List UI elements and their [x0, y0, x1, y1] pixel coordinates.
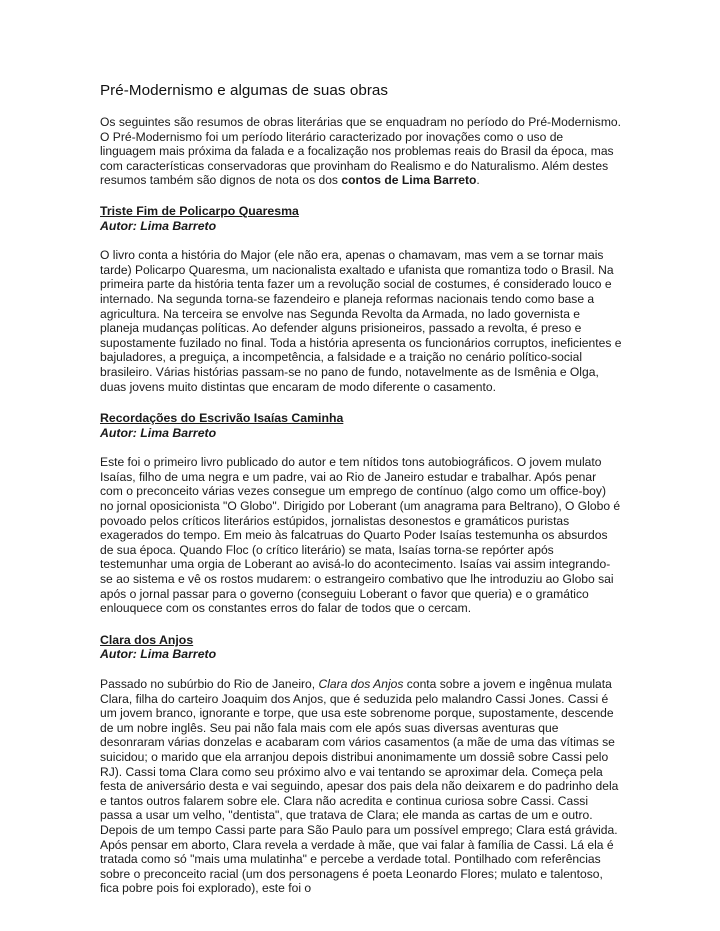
intro-bold-link-text: contos de Lima Barreto [341, 173, 477, 188]
section-policarpo [100, 204, 622, 394]
section-body: Este foi o primeiro livro publicado do autor e tem nítidos tons autobiográficos. O jovem mulato Isaías, filho de uma negra e um padre, vai ao Rio de Janeiro estudar e trabalhar. Após penar com o preconceito várias vezes consegue um emprego de contínuo (algo como um office-boy) no jornal oposicionista "O Globo". Dirigido por Loberant (um anagrama para Beltrano), O Globo é povoado pelos críticos literários estúpidos, jornalistas desonestos e gramáticos puristas exagerados do tempo. Em meio às falcatruas do Quarto Poder Isaías testemunha os absurdos de sua época. Quando Floc (o crítico literário) se mata, Isaías torna-se repórter após testemunhar uma orgia de Loberant ao avisá-lo do acontecimento. Isaías vai assim integrando-se ao sistema e vê os rostos mudarem: o estrangeiro combativo que lhe introduziu ao Globo sai após o jornal passar para o governo (conseguiu Loberant o favor que queria) e o gramático enlouquece com os constantes erros do falar de todos que o cercam. [100, 455, 621, 616]
document-title: Pré-Modernismo e algumas de suas obras [100, 82, 389, 99]
intro-paragraph [100, 115, 622, 188]
intro-text: Os seguintes são resumos de obras literárias que se enquadram no período do Pré-Modernismo. O Pré-Modernismo foi um período literário caracterizado por inovações como o uso de linguagem mais próxima da falada e a focalização nos problemas reais do Brasil da época, mas com características conservadoras que provinham do Realismo e do Naturalismo. Além destes resumos também são dignos de nota os dos [100, 115, 621, 188]
section-clara [100, 633, 622, 896]
section-author: Autor: Lima Barreto [100, 647, 217, 662]
document-page [100, 82, 622, 896]
body-book-title: Clara dos Anjos [318, 677, 404, 691]
section-author: Autor: Lima Barreto [100, 425, 217, 440]
section-body: O livro conta a história do Major (ele não era, apenas o chamavam, mas vem a se tornar mais tarde) Policarpo Quaresma, um nacionalista exaltado e ufanista que romantiza todo o Brasil. Na primeira parte da história tenta fazer um a revolução social de costumes, é considerado louco e internado. Na segunda torna-se fazendeiro e planeja reformas nacionais tendo como base a agricultura. Na terceira se envolve nas Segunda Revolta da Armada, no lado governista e planeja mudanças políticas. Ao defender alguns prisioneiros, passado a revolta, é preso e supostamente fuzilado no final. Toda a história apresenta os funcionários corruptos, ineficientes e bajuladores, a preguiça, a incompetência, a falsidade e a traição no cenário político-social brasileiro. Várias histórias passam-se no pano de fundo, notavelmente as de Ismênia e Olga, duas jovens muito distintas que encaram de modo diferente o casamento. [100, 248, 622, 394]
section-isaias [100, 411, 622, 616]
section-body [100, 677, 622, 896]
section-title: Clara dos Anjos [100, 632, 194, 647]
intro-end: . [476, 173, 480, 188]
body-start: Passado no subúrbio do Rio de Janeiro, [100, 677, 319, 691]
section-title: Triste Fim de Policarpo Quaresma [100, 203, 299, 218]
section-author: Autor: Lima Barreto [100, 218, 217, 233]
section-title: Recordações do Escrivão Isaías Caminha [100, 411, 344, 426]
body-rest: conta sobre a jovem e ingênua mulata Clara, filha do carteiro Joaquim dos Anjos, que é seduzida pelo malandro Cassi Jones. Cassi é um jovem branco, ignorante e torpe, que usa este sobrenome porque, supostamente, descende de um nobre inglês. Seu pai não fala mais com ele após suas diversas aventuras que desonraram várias donzelas e acabaram com vários casamentos (a mãe de uma das vítimas se suicidou; o marido que ela arranjou depois distribui anonimamente um dossiê sobre Cassi pelo RJ). Cassi toma Clara como seu próximo alvo e vai tentando se aproximar dela. Começa pela festa de aniversário desta e vai seguindo, apesar dos pais dela não deixarem e do padrinho dela e tantos outros falarem sobre ele. Clara não acredita e continua curiosa sobre Cassi. Cassi passa a usar um velho, "dentista", que tratava de Clara; ele manda as cartas de um e outro. Depois de um tempo Cassi parte para São Paulo para um possível emprego; Clara está grávida. Após pensar em aborto, Clara revela a verdade à mãe, que vai falar à família de Cassi. Lá ela é tratada como só "mais uma mulatinha" e percebe a verdade total. Pontilhado com referências sobre o preconceito racial (um dos personagens é poeta Leonardo Flores; mulato e talentoso, fica pobre pois foi explorado), este foi o [100, 677, 619, 896]
